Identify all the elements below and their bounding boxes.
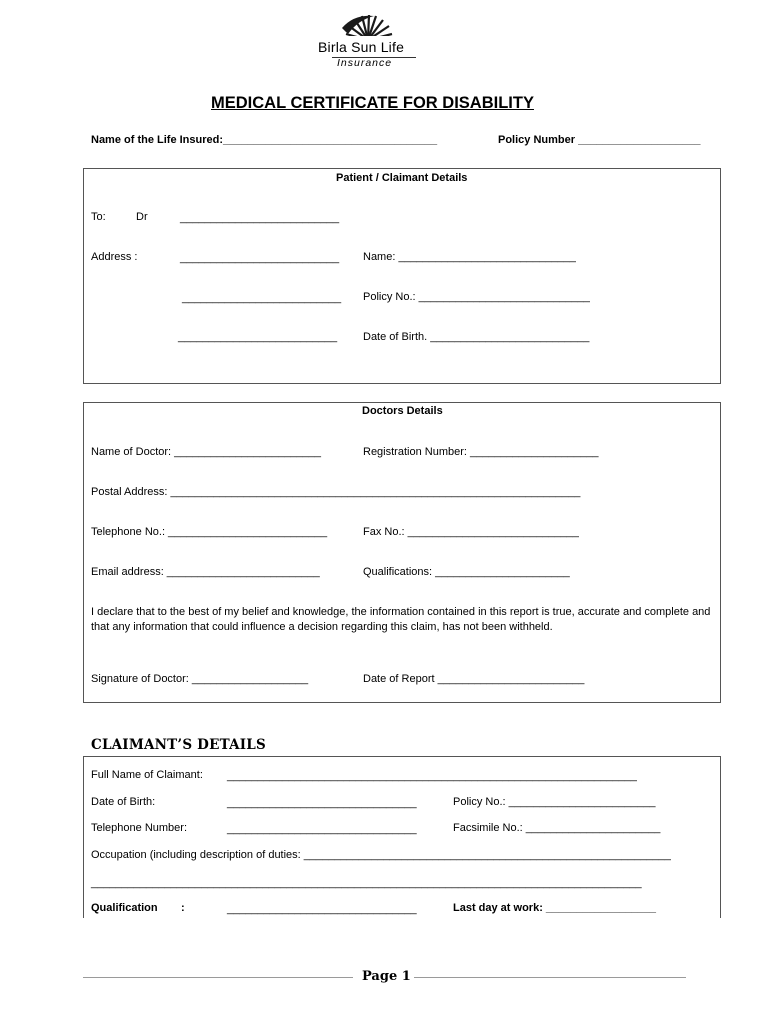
logo-sub: Insurance xyxy=(337,57,393,69)
claimant-facsimile-field[interactable]: Facsimile No.: ______________________ xyxy=(453,822,661,834)
life-insured-field[interactable]: Name of the Life Insured:___________________________________ xyxy=(91,134,438,146)
claimant-occupation-field[interactable]: Occupation (including description of duties: ____________________________________________________________ xyxy=(91,849,671,861)
patient-dob-field[interactable]: Date of Birth. __________________________ xyxy=(363,331,590,343)
claimant-full-name-field[interactable]: ___________________________________________________________________ xyxy=(227,770,637,782)
patient-details-box xyxy=(83,168,721,384)
claimant-full-name-label: Full Name of Claimant: xyxy=(91,769,203,781)
claimant-qualification-label: Qualification xyxy=(91,902,158,914)
policy-number-field[interactable]: Policy Number ____________________ xyxy=(498,134,701,146)
address-line-2[interactable]: __________________________ xyxy=(182,292,342,304)
page-number: Page 1 xyxy=(362,969,411,984)
address-line-1[interactable]: __________________________ xyxy=(180,252,340,264)
email-field[interactable]: Email address: _________________________ xyxy=(91,566,320,578)
patient-name-field[interactable]: Name: _____________________________ xyxy=(363,251,576,263)
postal-address-field[interactable]: Postal Address: ___________________________________________________________________ xyxy=(91,486,581,498)
sun-logo-icon xyxy=(340,12,396,40)
claimant-details-box xyxy=(83,756,721,918)
doctor-signature-field[interactable]: Signature of Doctor: ___________________ xyxy=(91,673,309,685)
claimant-qualification-field[interactable]: _______________________________ xyxy=(227,903,417,915)
doctor-details-box xyxy=(83,402,721,703)
to-label: To: xyxy=(91,211,106,223)
registration-field[interactable]: Registration Number: _____________________ xyxy=(363,446,599,458)
claimant-dob-field[interactable]: _______________________________ xyxy=(227,797,417,809)
footer-line-left xyxy=(83,977,353,978)
patient-policy-field[interactable]: Policy No.: ____________________________ xyxy=(363,291,590,303)
date-of-report-field[interactable]: Date of Report ________________________ xyxy=(363,673,585,685)
claimant-dob-label: Date of Birth: xyxy=(91,796,156,808)
address-label: Address : xyxy=(91,251,138,263)
footer-line-right xyxy=(414,977,686,978)
claimant-telephone-label: Telephone Number: xyxy=(91,822,188,834)
doctor-name-field[interactable]: Name of Doctor: ________________________ xyxy=(91,446,321,458)
dr-label: Dr xyxy=(136,211,148,223)
page-title: MEDICAL CERTIFICATE FOR DISABILITY xyxy=(211,94,534,112)
patient-heading: Patient / Claimant Details xyxy=(336,172,468,184)
claimant-policy-field[interactable]: Policy No.: ________________________ xyxy=(453,796,656,808)
doctor-heading: Doctors Details xyxy=(362,405,443,417)
fax-field[interactable]: Fax No.: ____________________________ xyxy=(363,526,579,538)
logo-brand: Birla Sun Life xyxy=(318,39,405,55)
claimant-telephone-field[interactable]: _______________________________ xyxy=(227,823,417,835)
claimant-qualification-colon: : xyxy=(181,902,185,914)
telephone-field[interactable]: Telephone No.: __________________________ xyxy=(91,526,328,538)
qualifications-field[interactable]: Qualifications: ______________________ xyxy=(363,566,570,578)
declaration-text: I declare that to the best of my belief and knowledge, the information contained in this report is true, accurate and complete and that any information that could influence a decision regarding this claim, has not been withheld. xyxy=(91,606,711,633)
claimant-heading: CLAIMANT’S DETAILS xyxy=(91,737,266,753)
address-line-3[interactable]: __________________________ xyxy=(178,331,338,343)
claimant-occupation-line-2[interactable]: __________________________________________________________________________________________ xyxy=(91,877,642,889)
claimant-last-day-field[interactable]: Last day at work: __________________ xyxy=(453,902,657,914)
dr-field[interactable]: __________________________ xyxy=(180,212,340,224)
